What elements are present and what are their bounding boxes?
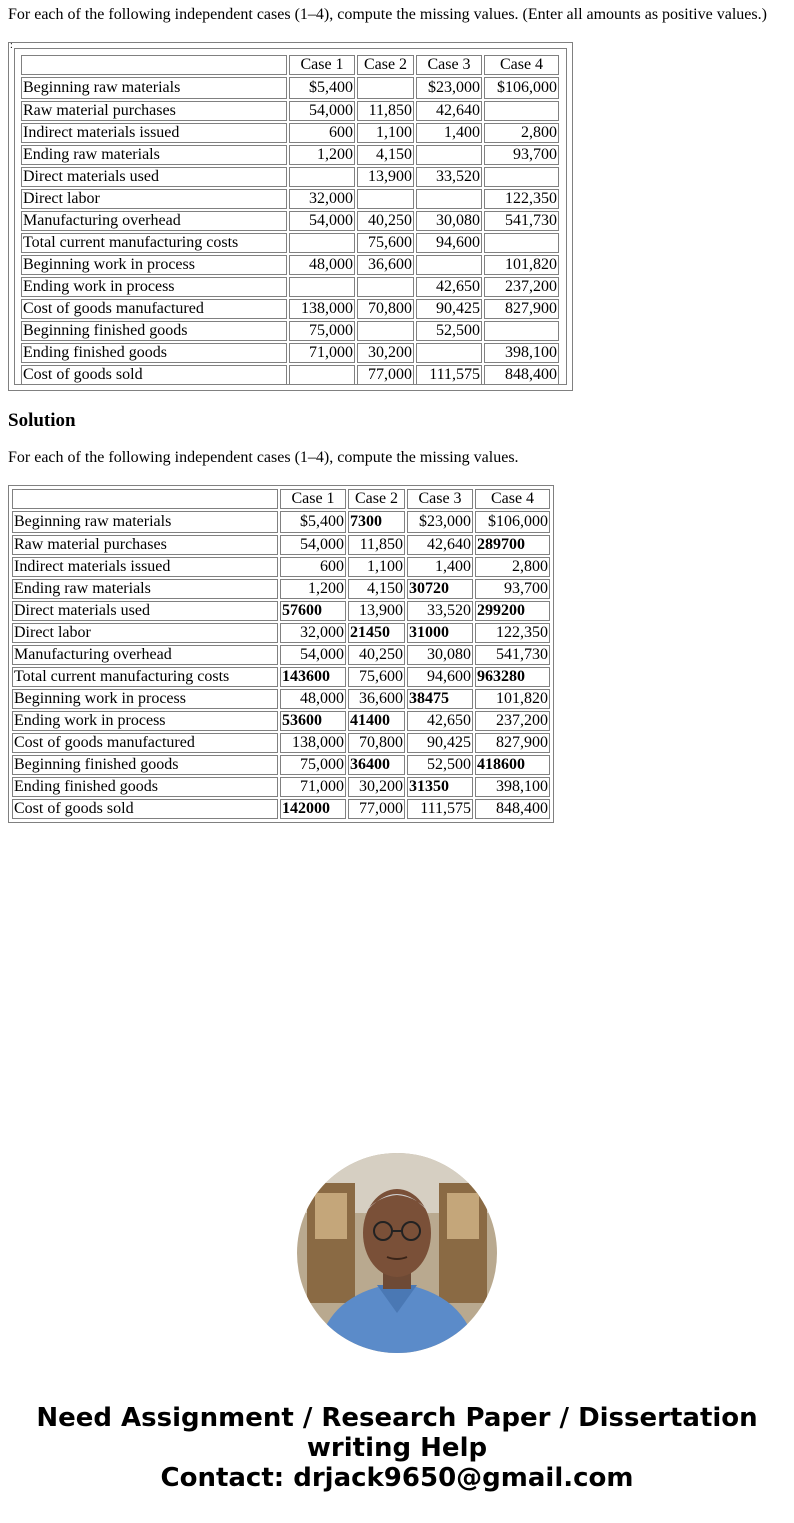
- q-value-cell: 13,900: [357, 167, 414, 187]
- q-table-row: [21, 299, 559, 319]
- q-value-cell: 32,000: [289, 189, 355, 209]
- s-computed-value-cell: 289700: [475, 535, 550, 555]
- q-value-cell: 101,820: [484, 255, 559, 275]
- q-value-cell: $106,000: [484, 77, 559, 99]
- s-table-row: [12, 645, 550, 665]
- q-value-cell: 54,000: [289, 211, 355, 231]
- q-value-cell: $23,000: [416, 77, 482, 99]
- q-value-cell: 75,000: [289, 321, 355, 341]
- s-value-cell: 848,400: [475, 799, 550, 819]
- s-value-cell: 13,900: [348, 601, 405, 621]
- q-value-cell: 33,520: [416, 167, 482, 187]
- s-table-row: [12, 535, 550, 555]
- s-value-cell: 138,000: [280, 733, 346, 753]
- q-value-cell: 30,200: [357, 343, 414, 363]
- q-table-row: [21, 343, 559, 363]
- s-value-cell: 1,100: [348, 557, 405, 577]
- q-table-row: [21, 123, 559, 143]
- q-table-row: [21, 233, 559, 253]
- q-table-row: [21, 277, 559, 297]
- s-row-label: Ending finished goods: [12, 777, 278, 797]
- q-value-cell: 4,150: [357, 145, 414, 165]
- s-table-row: [12, 511, 550, 533]
- q-value-cell: [357, 189, 414, 209]
- s-value-cell: 42,640: [407, 535, 473, 555]
- q-value-cell: 827,900: [484, 299, 559, 319]
- q-value-cell: [484, 321, 559, 341]
- s-row-label: Beginning work in process: [12, 689, 278, 709]
- q-value-cell: [484, 167, 559, 187]
- s-value-cell: 75,000: [280, 755, 346, 775]
- s-row-label: Direct labor: [12, 623, 278, 643]
- q-value-cell: 42,640: [416, 101, 482, 121]
- q-value-cell: [357, 277, 414, 297]
- q-value-cell: 42,650: [416, 277, 482, 297]
- q-value-cell: [416, 145, 482, 165]
- q-value-cell: 541,730: [484, 211, 559, 231]
- q-value-cell: [416, 255, 482, 275]
- q-row-label: Beginning work in process: [21, 255, 287, 275]
- s-computed-value-cell: 7300: [348, 511, 405, 533]
- q-row-label: Raw material purchases: [21, 101, 287, 121]
- q-value-cell: 122,350: [484, 189, 559, 209]
- s-value-cell: 77,000: [348, 799, 405, 819]
- s-row-label: Direct materials used: [12, 601, 278, 621]
- s-row-label: Indirect materials issued: [12, 557, 278, 577]
- s-table-row: [12, 799, 550, 819]
- s-row-label: Cost of goods manufactured: [12, 733, 278, 753]
- q-value-cell: 30,080: [416, 211, 482, 231]
- s-header-blank: [12, 489, 278, 509]
- s-value-cell: 48,000: [280, 689, 346, 709]
- q-value-cell: 94,600: [416, 233, 482, 253]
- q-row-label: Direct labor: [21, 189, 287, 209]
- q-value-cell: [357, 77, 414, 99]
- q-table-row: [21, 167, 559, 187]
- q-row-label: Direct materials used: [21, 167, 287, 187]
- s-value-cell: 111,575: [407, 799, 473, 819]
- s-value-cell: 54,000: [280, 645, 346, 665]
- q-value-cell: [484, 101, 559, 121]
- q-value-cell: [289, 277, 355, 297]
- s-value-cell: 4,150: [348, 579, 405, 599]
- s-value-cell: 71,000: [280, 777, 346, 797]
- s-value-cell: 36,600: [348, 689, 405, 709]
- s-value-cell: 1,200: [280, 579, 346, 599]
- s-value-cell: 54,000: [280, 535, 346, 555]
- question-intro: For each of the following independent cases (1–4), compute the missing values. (Enter all amounts as positive values.): [8, 6, 767, 23]
- q-row-label: Ending raw materials: [21, 145, 287, 165]
- q-value-cell: 36,600: [357, 255, 414, 275]
- s-value-cell: 75,600: [348, 667, 405, 687]
- s-value-cell: 30,080: [407, 645, 473, 665]
- s-row-label: Ending work in process: [12, 711, 278, 731]
- q-value-cell: 52,500: [416, 321, 482, 341]
- q-value-cell: 71,000: [289, 343, 355, 363]
- q-row-label: Cost of goods manufactured: [21, 299, 287, 319]
- s-header-case-3: Case 3: [407, 489, 473, 509]
- q-table-row: [21, 321, 559, 341]
- q-value-cell: [357, 321, 414, 341]
- q-value-cell: [416, 343, 482, 363]
- promo-line-1: Need Assignment / Research Paper / Dissertation: [36, 1403, 758, 1433]
- s-value-cell: 94,600: [407, 667, 473, 687]
- q-value-cell: 40,250: [357, 211, 414, 231]
- s-computed-value-cell: 41400: [348, 711, 405, 731]
- s-table-row: [12, 777, 550, 797]
- s-value-cell: 2,800: [475, 557, 550, 577]
- s-table-row: [12, 711, 550, 731]
- solution-heading: Solution: [8, 410, 76, 431]
- q-value-cell: 48,000: [289, 255, 355, 275]
- s-value-cell: 30,200: [348, 777, 405, 797]
- q-table-row: [21, 255, 559, 275]
- q-value-cell: 600: [289, 123, 355, 143]
- s-computed-value-cell: 31000: [407, 623, 473, 643]
- q-row-label: Ending work in process: [21, 277, 287, 297]
- q-value-cell: 1,100: [357, 123, 414, 143]
- s-value-cell: 11,850: [348, 535, 405, 555]
- q-value-cell: [484, 233, 559, 253]
- q-header-blank: [21, 55, 287, 75]
- q-row-label: Total current manufacturing costs: [21, 233, 287, 253]
- q-header-row: [21, 55, 559, 75]
- q-table-row: [21, 145, 559, 165]
- s-computed-value-cell: 143600: [280, 667, 346, 687]
- s-table-row: [12, 667, 550, 687]
- s-value-cell: 101,820: [475, 689, 550, 709]
- s-row-label: Total current manufacturing costs: [12, 667, 278, 687]
- s-value-cell: 827,900: [475, 733, 550, 753]
- q-value-cell: 54,000: [289, 101, 355, 121]
- q-row-label: Ending finished goods: [21, 343, 287, 363]
- q-value-cell: 11,850: [357, 101, 414, 121]
- s-value-cell: 40,250: [348, 645, 405, 665]
- q-value-cell: 77,000: [357, 365, 414, 385]
- solution-intro: For each of the following independent cases (1–4), compute the missing values.: [8, 449, 519, 466]
- question-table-inner-frame: [14, 48, 567, 385]
- q-row-label: Indirect materials issued: [21, 123, 287, 143]
- q-value-cell: 848,400: [484, 365, 559, 385]
- s-row-label: Cost of goods sold: [12, 799, 278, 819]
- s-value-cell: 42,650: [407, 711, 473, 731]
- s-row-label: Ending raw materials: [12, 579, 278, 599]
- author-photo-illustration: [297, 1153, 497, 1353]
- s-value-cell: 90,425: [407, 733, 473, 753]
- s-table-row: [12, 689, 550, 709]
- s-value-cell: 70,800: [348, 733, 405, 753]
- s-value-cell: 600: [280, 557, 346, 577]
- q-value-cell: 2,800: [484, 123, 559, 143]
- s-table-row: [12, 557, 550, 577]
- question-table: [19, 53, 561, 387]
- s-header-case-4: Case 4: [475, 489, 550, 509]
- s-table-row: [12, 601, 550, 621]
- s-row-label: Raw material purchases: [12, 535, 278, 555]
- s-row-label: Manufacturing overhead: [12, 645, 278, 665]
- q-row-label: Cost of goods sold: [21, 365, 287, 385]
- q-value-cell: [416, 189, 482, 209]
- q-value-cell: 398,100: [484, 343, 559, 363]
- q-header-case-3: Case 3: [416, 55, 482, 75]
- s-value-cell: 1,400: [407, 557, 473, 577]
- s-table-row: [12, 733, 550, 753]
- solution-table-frame: [8, 485, 554, 823]
- q-value-cell: 70,800: [357, 299, 414, 319]
- q-value-cell: $5,400: [289, 77, 355, 99]
- solution-table: [10, 487, 552, 821]
- s-value-cell: 122,350: [475, 623, 550, 643]
- s-computed-value-cell: 36400: [348, 755, 405, 775]
- s-computed-value-cell: 53600: [280, 711, 346, 731]
- q-row-label: Manufacturing overhead: [21, 211, 287, 231]
- s-table-row: [12, 623, 550, 643]
- s-computed-value-cell: 299200: [475, 601, 550, 621]
- s-table-row: [12, 755, 550, 775]
- q-table-row: [21, 77, 559, 99]
- s-value-cell: 32,000: [280, 623, 346, 643]
- q-value-cell: 138,000: [289, 299, 355, 319]
- question-table-frame: [8, 42, 573, 391]
- q-header-case-2: Case 2: [357, 55, 414, 75]
- q-value-cell: 90,425: [416, 299, 482, 319]
- q-table-row: [21, 101, 559, 121]
- q-table-row: [21, 211, 559, 231]
- promo-line-3: Contact: drjack9650@gmail.com: [160, 1463, 634, 1493]
- s-computed-value-cell: 57600: [280, 601, 346, 621]
- q-value-cell: 111,575: [416, 365, 482, 385]
- promo-banner: [0, 1403, 794, 1493]
- s-value-cell: 93,700: [475, 579, 550, 599]
- q-header-case-4: Case 4: [484, 55, 559, 75]
- s-value-cell: $23,000: [407, 511, 473, 533]
- q-value-cell: 93,700: [484, 145, 559, 165]
- q-value-cell: [289, 167, 355, 187]
- q-table-row: [21, 189, 559, 209]
- promo-line-2: writing Help: [306, 1433, 488, 1463]
- s-value-cell: 237,200: [475, 711, 550, 731]
- q-value-cell: [289, 233, 355, 253]
- s-header-case-1: Case 1: [280, 489, 346, 509]
- s-computed-value-cell: 418600: [475, 755, 550, 775]
- s-computed-value-cell: 31350: [407, 777, 473, 797]
- q-value-cell: 75,600: [357, 233, 414, 253]
- q-row-label: Beginning raw materials: [21, 77, 287, 99]
- s-computed-value-cell: 963280: [475, 667, 550, 687]
- s-computed-value-cell: 38475: [407, 689, 473, 709]
- s-computed-value-cell: 21450: [348, 623, 405, 643]
- q-row-label: Beginning finished goods: [21, 321, 287, 341]
- s-header-row: [12, 489, 550, 509]
- s-computed-value-cell: 142000: [280, 799, 346, 819]
- frame-marker: :: [10, 40, 13, 51]
- s-value-cell: $106,000: [475, 511, 550, 533]
- s-row-label: Beginning finished goods: [12, 755, 278, 775]
- q-value-cell: [289, 365, 355, 385]
- q-value-cell: 1,200: [289, 145, 355, 165]
- s-value-cell: 398,100: [475, 777, 550, 797]
- s-value-cell: 52,500: [407, 755, 473, 775]
- s-computed-value-cell: 30720: [407, 579, 473, 599]
- s-value-cell: 33,520: [407, 601, 473, 621]
- q-value-cell: 1,400: [416, 123, 482, 143]
- q-value-cell: 237,200: [484, 277, 559, 297]
- s-table-row: [12, 579, 550, 599]
- q-header-case-1: Case 1: [289, 55, 355, 75]
- q-table-row: [21, 365, 559, 385]
- author-photo: [297, 1153, 497, 1353]
- s-header-case-2: Case 2: [348, 489, 405, 509]
- s-row-label: Beginning raw materials: [12, 511, 278, 533]
- s-value-cell: 541,730: [475, 645, 550, 665]
- s-value-cell: $5,400: [280, 511, 346, 533]
